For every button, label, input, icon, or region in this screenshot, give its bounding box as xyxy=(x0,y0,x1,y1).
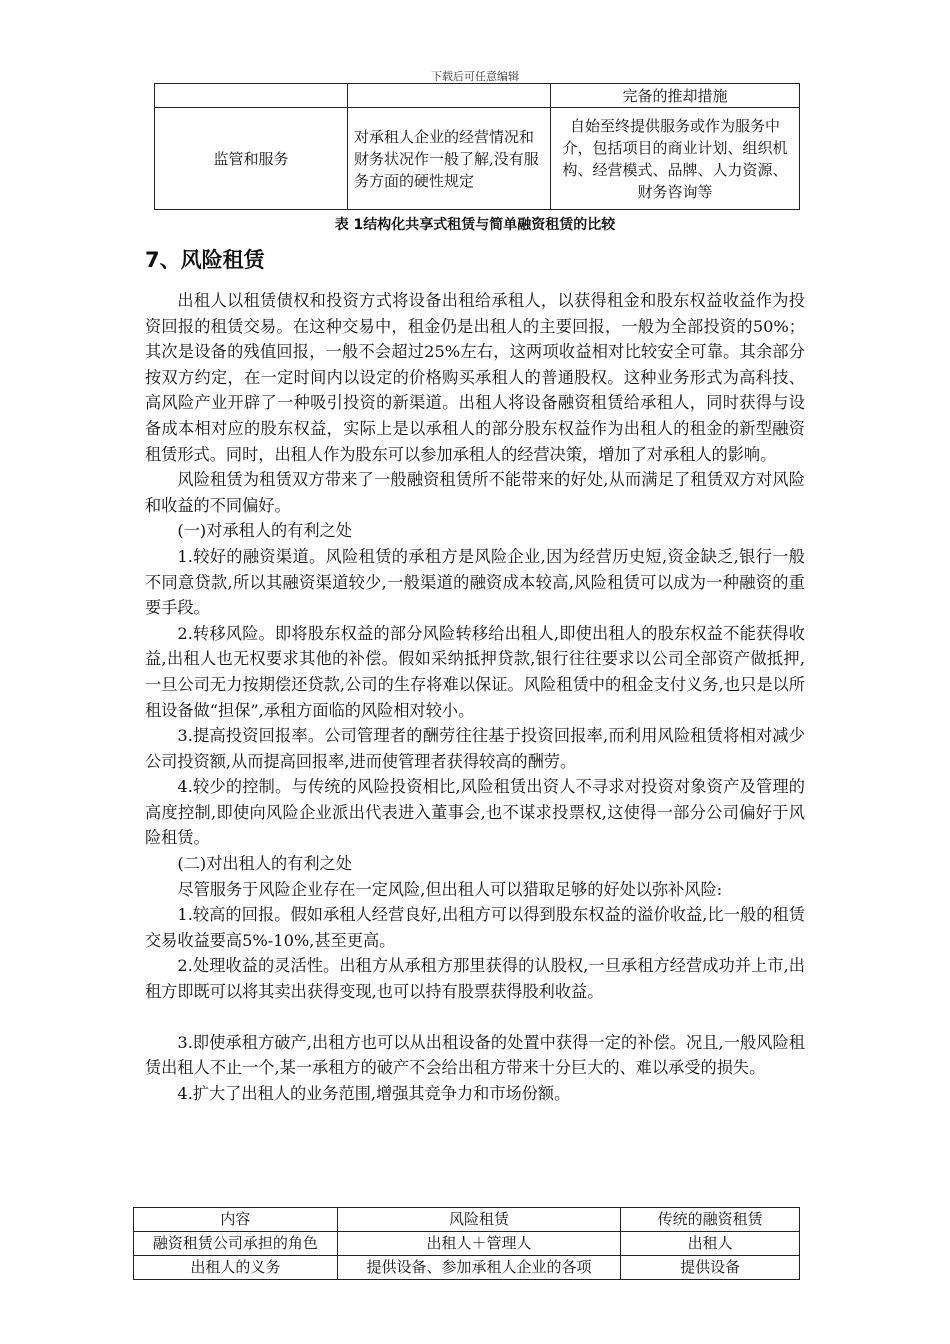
table-caption: 表 1结构化共享式租赁与简单融资租赁的比较 xyxy=(334,217,616,233)
table-row xyxy=(155,108,800,210)
table-header-cell: 内容 xyxy=(134,1208,338,1232)
comparison-table-top xyxy=(154,83,800,210)
table-cell: 融资租赁公司承担的角色 xyxy=(134,1232,338,1256)
table-cell: 提供设备 xyxy=(621,1256,800,1280)
table-header-cell: 风险租赁 xyxy=(337,1208,621,1232)
paragraph: 1.较好的融资渠道。风险租赁的承租方是风险企业,因为经营历史短,资金缺乏,银行一般不同意贷款,所以其融资渠道较少,一般渠道的融资成本较高,风险租赁可以成为一种融资的重要手段。 xyxy=(145,546,805,618)
paragraph: 尽管服务于风险企业存在一定风险,但出租人可以猎取足够的好处以弥补风险: xyxy=(177,879,723,899)
table-header-row xyxy=(134,1208,800,1232)
table-cell: 出租人＋管理人 xyxy=(337,1232,621,1256)
table-cell xyxy=(348,84,551,108)
table-cell: 自始至终提供服务或作为服务中介，包括项目的商业计划、组织机构、经营模式、品牌、人力资源、财务咨询等 xyxy=(551,108,800,210)
paragraph: 3.即使承租方破产,出租方也可以从出租设备的处置中获得一定的补偿。况且,一般风险租赁出租人不止一个,某一承租方的破产不会给出租方带来十分巨大的、难以承受的损失。 xyxy=(145,1032,805,1078)
table-cell: 完备的推却措施 xyxy=(551,84,800,108)
table-cell: 出租人 xyxy=(621,1232,800,1256)
table-row xyxy=(134,1232,800,1256)
body-text xyxy=(145,288,805,1106)
paragraph: 出租人以租赁债权和投资方式将设备出租给承租人，以获得租金和股东权益收益作为投资回报的租赁交易。在这种交易中，租金仍是出租人的主要回报，一般为全部投资的50%；其次是设备的残值回报，一般不会超过25%左右，这两项收益相对比较安全可靠。其余部分按双方约定，在一定时间内以设定的价格购买承租人的普通股权。这种业务形式为高科技、高风险产业开辟了一种吸引投资的新渠道。出租人将设备融资租赁给承租人，同时获得与设备成本相对应的股东权益，实际上是以承租人的部分股东权益作为出租人的租金的新型融资租赁形式。同时，出租人作为股东可以参加承租人的经营决策，增加了对承租人的影响。 xyxy=(145,291,805,464)
table-cell xyxy=(155,84,348,108)
paragraph: 2.处理收益的灵活性。出租方从承租方那里获得的认股权,一旦承租方经营成功并上市,出租方即既可以将其卖出获得变现,也可以持有股票获得股利收益。 xyxy=(145,956,805,1002)
paragraph: 1.较高的回报。假如承租人经营良好,出租方可以得到股东权益的溢价收益,比一般的租赁交易收益要高5%-10%,甚至更高。 xyxy=(145,905,805,950)
section-title: 7、风险租赁 xyxy=(145,248,265,272)
paragraph: 2.转移风险。即将股东权益的部分风险转移给出租人,即使出租人的股东权益不能获得收益,出租人也无权要求其他的补偿。假如采纳抵押贷款,银行往往要求以公司全部资产做抵押,一旦公司无力按期偿还贷款,公司的生存将难以保证。风险租赁中的租金支付义务,也只是以所租设备做“担保”,承租方面临的风险相对较小。 xyxy=(145,623,805,720)
table-cell: 出租人的义务 xyxy=(134,1256,338,1280)
paragraph: 4.扩大了出租人的业务范围,增强其竞争力和市场份额。 xyxy=(177,1083,571,1103)
table-header-cell: 传统的融资租赁 xyxy=(621,1208,800,1232)
table-row xyxy=(155,84,800,108)
subheading: (一)对承租人的有利之处 xyxy=(177,521,352,541)
paragraph: 3.提高投资回报率。公司管理者的酬劳往往基于投资回报率,而利用风险租赁将相对减少公司投资额,从而提高回报率,进而使管理者获得较高的酬劳。 xyxy=(145,726,805,771)
header-note: 下载后可任意编辑 xyxy=(431,70,519,83)
comparison-table-bottom xyxy=(133,1207,800,1280)
table-row xyxy=(134,1256,800,1280)
table-cell: 提供设备、参加承租人企业的各项 xyxy=(337,1256,621,1280)
paragraph: 风险租赁为租赁双方带来了一般融资租赁所不能带来的好处,从而满足了租赁双方对风险和收益的不同偏好。 xyxy=(145,470,805,515)
table-cell-label: 监管和服务 xyxy=(155,108,348,210)
table-cell: 对承租人企业的经营情况和财务状况作一般了解,没有服务方面的硬性规定 xyxy=(348,108,551,210)
paragraph: 4.较少的控制。与传统的风险投资相比,风险租赁出资人不寻求对投资对象资产及管理的高度控制,即使向风险企业派出代表进入董事会,也不谋求投票权,这使得一部分公司偏好于风险租赁。 xyxy=(145,777,805,848)
subheading: (二)对出租人的有利之处 xyxy=(177,854,352,874)
